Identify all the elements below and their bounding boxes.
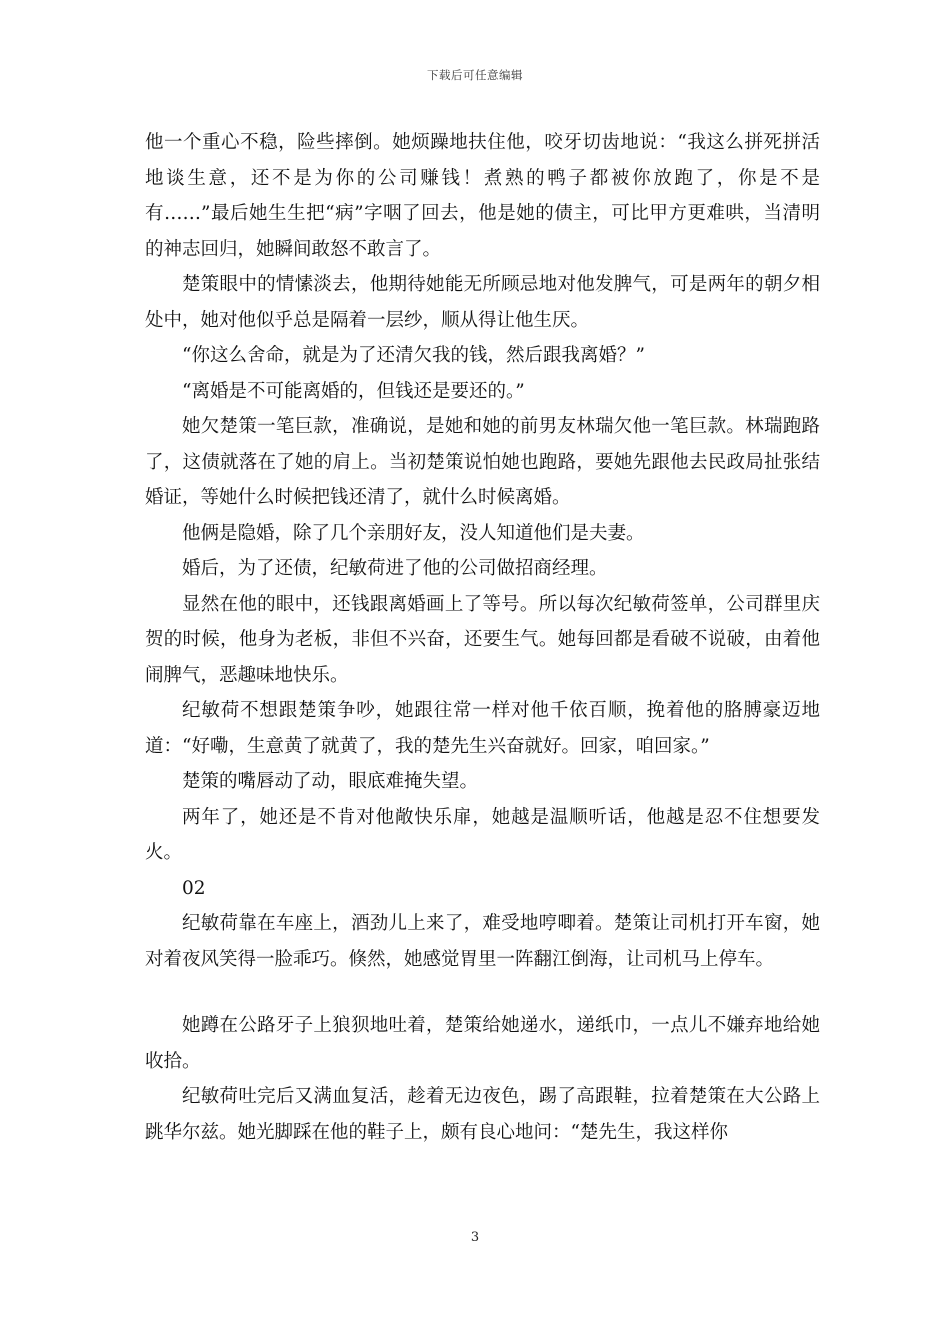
page-header: 下载后可任意编辑: [427, 68, 523, 82]
section-number: 02: [182, 877, 206, 899]
paragraph: 婚后，为了还债，纪敏荷进了他的公司做招商经理。: [182, 558, 608, 579]
paragraph: 两年了，她还是不肯对他敞快乐扉，她越是温顺听话，他越是忍不住想要发火。: [145, 806, 820, 863]
paragraph: 楚策的嘴唇动了动，眼底难掩失望。: [182, 771, 479, 792]
paragraph: “离婚是不可能离婚的，但钱还是要还的。”: [182, 380, 525, 402]
body-text: [145, 125, 820, 1150]
paragraph: 他俩是隐婚，除了几个亲朋好友，没人知道他们是夫妻。: [182, 522, 645, 544]
paragraph: 纪敏荷靠在车座上，酒劲儿上来了，难受地哼唧着。楚策让司机打开车窗，她对着夜风笑得一脸乖巧。倏然，她感觉胃里一阵翻江倒海，让司机马上停车。: [145, 913, 820, 970]
paragraph: 显然在他的眼中，还钱跟离婚画上了等号。所以每次纪敏荷签单，公司群里庆贺的时候，他身为老板，非但不兴奋，还要生气。她每回都是看破不说破，由着他闹脾气，恶趣味地快乐。: [145, 593, 820, 686]
paragraph: 他一个重心不稳，险些摔倒。她烦躁地扶住他，咬牙切齿地说：“我这么拼死拼活地谈生意，还不是为你的公司赚钱！煮熟的鸭子都被你放跑了，你是不是有……”最后她生生把“病”字咽了回去，他是她的债主，可比甲方更难哄，当清明的神志回归，她瞬间敢怒不敢言了。: [145, 132, 820, 260]
paragraph: 纪敏荷不想跟楚策争吵，她跟往常一样对他千依百顺，挽着他的胳膊豪迈地道：“好嘞，生意黄了就黄了，我的楚先生兴奋就好。回家，咱回家。”: [145, 700, 820, 757]
paragraph: 纪敏荷吐完后又满血复活，趁着无边夜色，踢了高跟鞋，拉着楚策在大公路上跳华尔兹。她光脚踩在他的鞋子上，颇有良心地问：“楚先生，我这样你: [145, 1086, 820, 1143]
page-number: 3: [470, 1230, 480, 1245]
paragraph: “你这么舍命，就是为了还清欠我的钱，然后跟我离婚？”: [182, 345, 645, 366]
paragraph: 楚策眼中的情愫淡去，他期待她能无所顾忌地对他发脾气，可是两年的朝夕相处中，她对他似乎总是隔着一层纱，顺从得让他生厌。: [145, 274, 820, 331]
paragraph: 她欠楚策一笔巨款，准确说，是她和她的前男友林瑞欠他一笔巨款。林瑞跑路了，这债就落在了她的肩上。当初楚策说怕她也跑路，要她先跟他去民政局扯张结婚证，等她什么时候把钱还清了，就什么时候离婚。: [145, 416, 820, 508]
paragraph: 她蹲在公路牙子上狼狈地吐着，楚策给她递水，递纸巾，一点儿不嫌弃地给她收拾。: [145, 1015, 820, 1072]
